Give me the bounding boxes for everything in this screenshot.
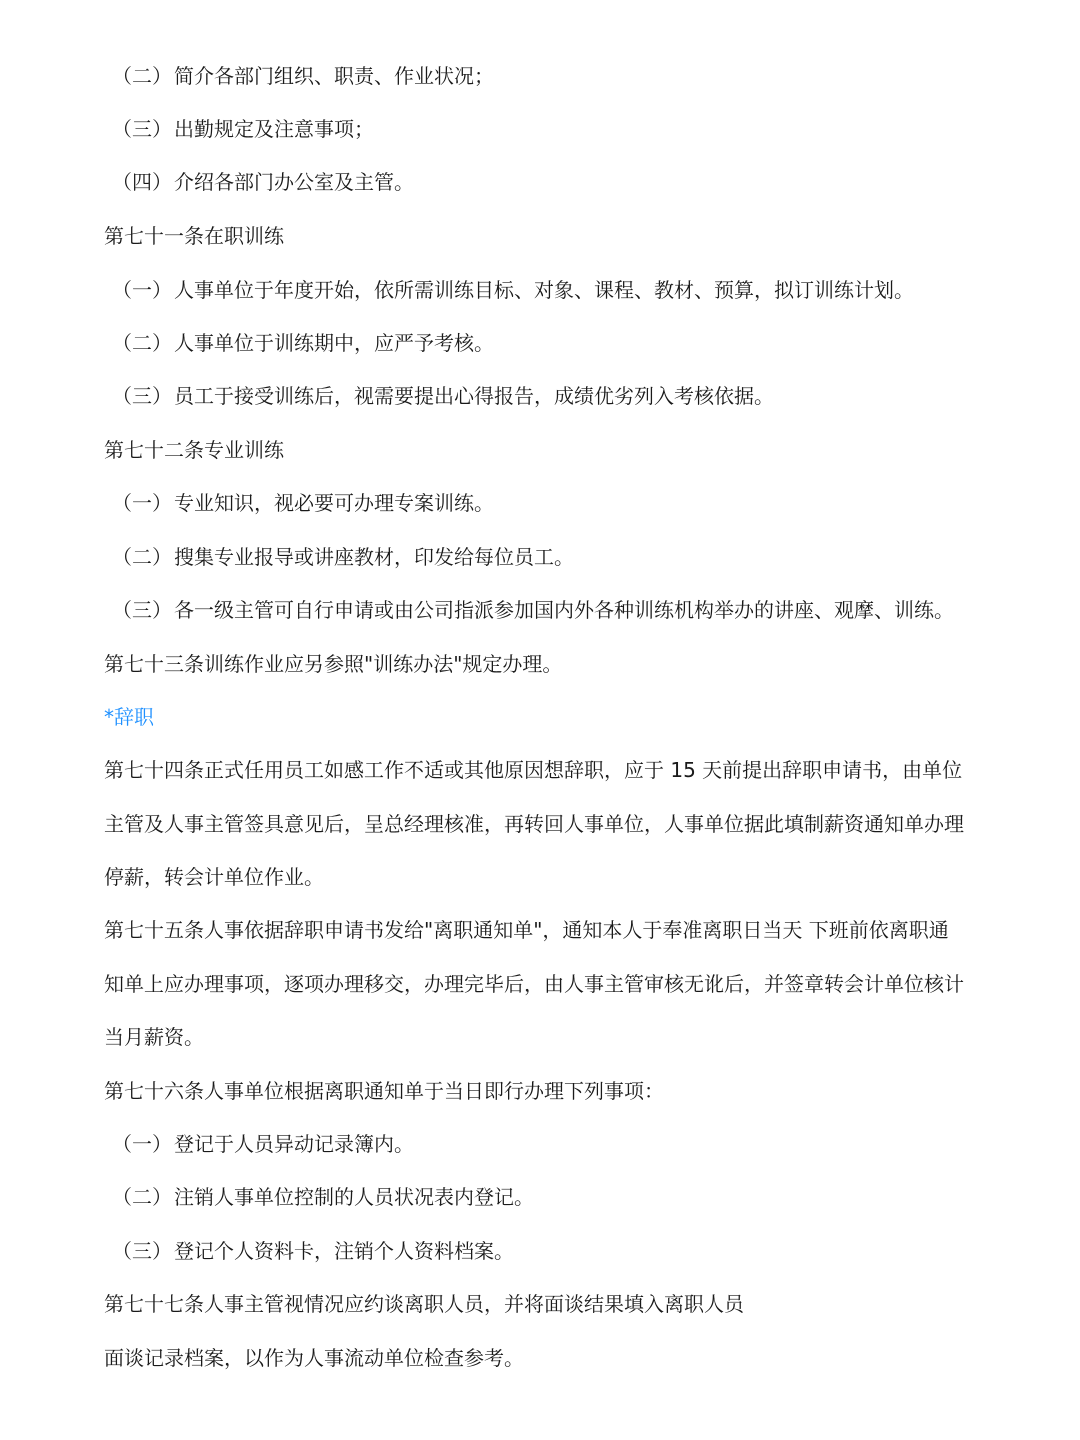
list-item <box>112 596 954 624</box>
item-number: （四） <box>112 170 172 194</box>
item-text: 各一级主管可自行申请或由公司指派参加国内外各种训练机构举办的讲座、观摩、训练。 <box>174 598 954 622</box>
list-item <box>112 276 914 304</box>
article-paragraph: 面谈记录档案，以作为人事流动单位检查参考。 <box>104 1346 524 1370</box>
article-heading: 第七十二条专业训练 <box>104 438 284 462</box>
item-number: （三） <box>112 384 172 408</box>
item-text: 人事单位于年度开始，依所需训练目标、对象、课程、教材、预算，拟订训练计划。 <box>174 278 914 302</box>
article-paragraph: 当月薪资。 <box>104 1025 204 1049</box>
list-item <box>112 115 374 143</box>
item-number: （三） <box>112 598 172 622</box>
item-number: （二） <box>112 1185 172 1209</box>
article-paragraph: 第七十七条人事主管视情况应约谈离职人员，并将面谈结果填入离职人员 <box>104 1292 744 1316</box>
article-paragraph: 第七十五条人事依据辞职申请书发给"离职通知单"，通知本人于奉准离职日当天 下班前依离职通 <box>104 918 949 942</box>
list-item <box>112 62 494 90</box>
list-item <box>112 329 494 357</box>
item-number: （一） <box>112 1132 172 1156</box>
article-paragraph: 停薪，转会计单位作业。 <box>104 865 324 889</box>
article-paragraph: 第七十六条人事单位根据离职通知单于当日即行办理下列事项： <box>104 1079 664 1103</box>
item-text: 介绍各部门办公室及主管。 <box>174 170 414 194</box>
list-item <box>112 489 494 517</box>
item-number: （三） <box>112 117 172 141</box>
item-text: 专业知识，视必要可办理专案训练。 <box>174 491 494 515</box>
list-item <box>112 543 574 571</box>
article-heading: 第七十一条在职训练 <box>104 224 284 248</box>
article-paragraph: 知单上应办理事项，逐项办理移交，办理完毕后，由人事主管审核无讹后，并签章转会计单位核计 <box>104 972 964 996</box>
item-text: 登记于人员异动记录簿内。 <box>174 1132 414 1156</box>
item-text: 登记个人资料卡，注销个人资料档案。 <box>174 1239 514 1263</box>
item-number: （三） <box>112 1239 172 1263</box>
item-text: 员工于接受训练后，视需要提出心得报告，成绩优劣列入考核依据。 <box>174 384 774 408</box>
list-item <box>112 382 774 410</box>
list-item <box>112 1130 414 1158</box>
list-item <box>112 168 414 196</box>
article-paragraph: 主管及人事主管签具意见后，呈总经理核准，再转回人事单位，人事单位据此填制薪资通知单办理 <box>104 812 964 836</box>
item-text: 注销人事单位控制的人员状况表内登记。 <box>174 1185 534 1209</box>
item-number: （二） <box>112 331 172 355</box>
article-paragraph: 第七十四条正式任用员工如感工作不适或其他原因想辞职，应于 15 天前提出辞职申请书，由单位 <box>104 758 963 782</box>
article-paragraph: 第七十三条训练作业应另参照"训练办法"规定办理。 <box>104 652 563 676</box>
item-number: （二） <box>112 545 172 569</box>
item-text: 简介各部门组织、职责、作业状况； <box>174 64 494 88</box>
item-number: （一） <box>112 491 172 515</box>
item-text: 出勤规定及注意事项； <box>174 117 374 141</box>
item-number: （二） <box>112 64 172 88</box>
item-text: 搜集专业报导或讲座教材，印发给每位员工。 <box>174 545 574 569</box>
section-heading: *辞职 <box>104 705 154 729</box>
item-text: 人事单位于训练期中，应严予考核。 <box>174 331 494 355</box>
list-item <box>112 1237 514 1265</box>
list-item <box>112 1183 534 1211</box>
item-number: （一） <box>112 278 172 302</box>
